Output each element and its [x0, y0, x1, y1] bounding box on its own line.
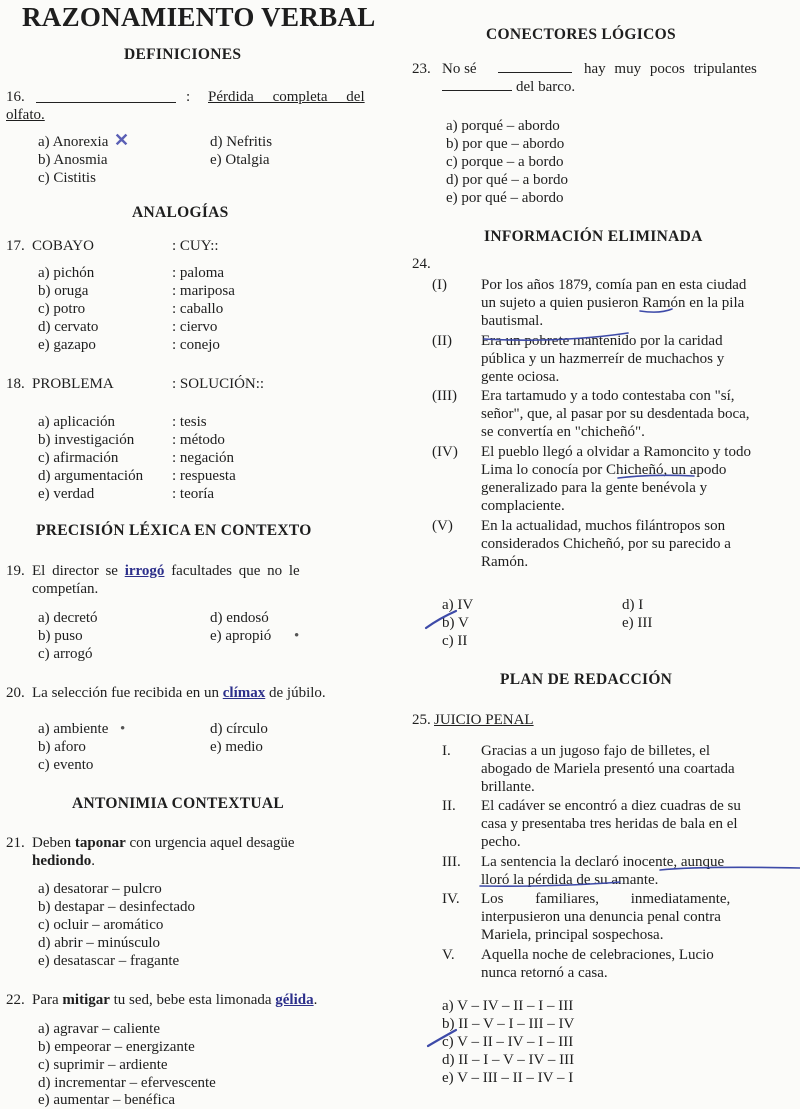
- option-d: d) incrementar – efervescente: [38, 1075, 216, 1091]
- cross-mark: ✕: [114, 130, 130, 150]
- option-b: b) II – V – I – III – IV: [442, 1016, 575, 1032]
- question-number: 17.: [6, 238, 25, 254]
- question-number: 23.: [412, 61, 431, 77]
- item-line: complaciente.: [481, 498, 565, 514]
- question-stem: [32, 684, 326, 702]
- stem-pre: La selección fue recibida en un: [32, 685, 223, 701]
- option-c: c) evento: [38, 757, 94, 773]
- item-line: señor", que, al pasar por su desdentada boca,: [481, 406, 750, 422]
- analogy-right: : SOLUCIÓN::: [172, 376, 265, 392]
- key-word-1: taponar: [74, 835, 126, 851]
- section-plan: PLAN DE REDACCIÓN: [500, 671, 673, 688]
- option-a: a) decretó: [38, 610, 98, 626]
- dot-mark: •: [120, 721, 126, 737]
- option-e-right: : conejo: [172, 337, 220, 353]
- item-line: En la actualidad, muchos filántropos son: [481, 518, 726, 534]
- option-d: d) endosó: [210, 610, 269, 626]
- question-stem-a: No sé: [442, 61, 477, 77]
- option-b: b) destapar – desinfectado: [38, 899, 196, 915]
- option-d: d) por qué – a bordo: [446, 172, 569, 188]
- answer-blank-2: [442, 90, 512, 91]
- question-number: 22.: [6, 992, 25, 1008]
- option-a: a) Anorexia: [38, 134, 109, 150]
- key-word-2: hediondo: [32, 853, 92, 869]
- item-roman: (III): [432, 388, 457, 404]
- stem-end: .: [313, 992, 318, 1008]
- option-c-right: : caballo: [172, 301, 224, 317]
- key-word-2: gélida: [275, 992, 314, 1008]
- question-stem-cont: olfato.: [6, 107, 45, 123]
- item-line: El pueblo llegó a olvidar a Ramoncito y todo: [481, 444, 751, 460]
- item-line: Era un pobrete mantenido por la caridad: [481, 333, 723, 349]
- question-number: 21.: [6, 835, 25, 851]
- option-c-left: c) potro: [38, 301, 86, 317]
- item-line: Los familiares, inmediatamente,: [481, 891, 731, 907]
- analogy-left: COBAYO: [32, 238, 94, 254]
- item-line: Mariela, principal sospechosa.: [481, 927, 664, 943]
- page-title: RAZONAMIENTO VERBAL: [22, 2, 376, 32]
- option-c: c) V – II – IV – I – III: [442, 1034, 574, 1050]
- option-d-left: d) argumentación: [38, 468, 144, 484]
- stem-pre: Deben: [32, 835, 75, 851]
- item-line: se convertía en "chicheñó".: [481, 424, 645, 440]
- dot-mark: •: [294, 628, 300, 644]
- option-c: c) II: [442, 633, 468, 649]
- item-roman: II.: [442, 798, 456, 814]
- item-line: nunca retornó a casa.: [481, 965, 608, 981]
- option-a-left: a) aplicación: [38, 414, 116, 430]
- stem-mid: tu sed, bebe esta limonada: [109, 992, 276, 1008]
- option-d: d) Nefritis: [210, 134, 273, 150]
- option-a-right: : paloma: [172, 265, 225, 281]
- option-c: c) suprimir – ardiente: [38, 1057, 168, 1073]
- item-line: La sentencia la declaró inocente, aunque: [481, 854, 725, 870]
- item-line: considerados Chicheñó, por su parecido a: [481, 536, 731, 552]
- option-d: d) círculo: [210, 721, 268, 737]
- item-line: gente ociosa.: [481, 369, 560, 385]
- colon: :: [186, 89, 191, 105]
- option-e: e) aumentar – benéfica: [38, 1092, 175, 1108]
- analogy-right: : CUY::: [172, 238, 219, 254]
- section-antonimia: ANTONIMIA CONTEXTUAL: [72, 795, 284, 812]
- option-a: a) porqué – abordo: [446, 118, 560, 134]
- question-number: 20.: [6, 685, 25, 701]
- question-number: 19.: [6, 563, 25, 579]
- item-line: Aquella noche de celebraciones, Lucio: [481, 947, 714, 963]
- item-line: Lima lo conocía por Chicheñó, un apodo: [481, 462, 727, 478]
- question-stem: [32, 991, 317, 1009]
- option-e: e) medio: [210, 739, 263, 755]
- question-number: 24.: [412, 256, 431, 272]
- option-e: e) Otalgia: [210, 152, 270, 168]
- item-line: generalizado para la gente benévola y: [481, 480, 708, 496]
- option-b: b) V: [442, 615, 469, 631]
- item-roman: I.: [442, 743, 451, 759]
- option-b-right: : mariposa: [172, 283, 235, 299]
- option-c: c) ocluir – aromático: [38, 917, 164, 933]
- option-b: b) puso: [38, 628, 83, 644]
- option-a: a) IV: [442, 597, 474, 613]
- option-a: a) agravar – caliente: [38, 1021, 160, 1037]
- plan-title: JUICIO PENAL: [434, 712, 534, 728]
- option-a: a) desatorar – pulcro: [38, 881, 162, 897]
- option-e: e) desatascar – fragante: [38, 953, 180, 969]
- option-d: d) II – I – V – IV – III: [442, 1052, 575, 1068]
- section-definiciones: DEFINICIONES: [124, 46, 242, 63]
- option-b-left: b) investigación: [38, 432, 135, 448]
- option-e: e) apropió: [210, 628, 272, 644]
- option-b: b) empeorar – energizante: [38, 1039, 195, 1055]
- answer-blank: [36, 102, 176, 103]
- option-e: e) V – III – II – IV – I: [442, 1070, 574, 1086]
- item-line: casa y presentaba tres heridas de bala en el: [481, 816, 738, 832]
- item-line: bautismal.: [481, 313, 544, 329]
- item-line: lloró la pérdida de su amante.: [481, 872, 659, 888]
- item-roman: III.: [442, 854, 461, 870]
- question-number: 25.: [412, 712, 431, 728]
- item-line: pecho.: [481, 834, 521, 850]
- item-roman: (V): [432, 518, 453, 534]
- option-c-right: : negación: [172, 450, 235, 466]
- key-word-1: mitigar: [62, 992, 110, 1008]
- option-b: b) por que – abordo: [446, 136, 565, 152]
- question-stem-cont: competían.: [32, 581, 99, 597]
- option-c: c) Cistitis: [38, 170, 96, 186]
- stem-post: de júbilo.: [265, 685, 326, 701]
- item-line: brillante.: [481, 779, 535, 795]
- option-a: a) V – IV – II – I – III: [442, 998, 574, 1014]
- option-e: e) III: [622, 615, 653, 631]
- question-number: 16.: [6, 89, 25, 105]
- option-e-left: e) gazapo: [38, 337, 96, 353]
- item-line: abogado de Mariela presentó una coartada: [481, 761, 735, 777]
- item-roman: IV.: [442, 891, 460, 907]
- option-c: c) arrogó: [38, 646, 93, 662]
- stem-end: .: [91, 853, 95, 869]
- item-line: Era tartamudo y a todo contestaba con "sí,: [481, 388, 735, 404]
- option-c: c) porque – a bordo: [446, 154, 564, 170]
- question-stem: [32, 562, 300, 580]
- item-roman: (IV): [432, 444, 458, 460]
- item-roman: V.: [442, 947, 455, 963]
- answer-blank-1: [498, 72, 572, 73]
- question-stem: [32, 834, 295, 852]
- option-d-right: : respuesta: [172, 468, 236, 484]
- stem-post: facultades que no le: [164, 563, 300, 579]
- question-stem: Pérdida completa del: [208, 89, 365, 105]
- option-e: e) por qué – abordo: [446, 190, 564, 206]
- section-conectores: CONECTORES LÓGICOS: [486, 26, 676, 43]
- option-d: d) abrir – minúsculo: [38, 935, 161, 951]
- question-number: 18.: [6, 376, 25, 392]
- question-stem-cont: [32, 852, 95, 870]
- item-line: El cadáver se encontró a diez cuadras de su: [481, 798, 741, 814]
- question-stem-b: hay muy pocos tripulantes: [584, 61, 757, 77]
- key-word: irrogó: [124, 563, 165, 579]
- option-b-right: : método: [172, 432, 225, 448]
- option-b: b) aforo: [38, 739, 86, 755]
- option-c-left: c) afirmación: [38, 450, 119, 466]
- question-stem-cont: del barco.: [516, 79, 576, 95]
- item-line: interpusieron una denuncia penal contra: [481, 909, 721, 925]
- section-precision: PRECISIÓN LÉXICA EN CONTEXTO: [36, 522, 312, 539]
- item-line: Gracias a un jugoso fajo de billetes, el: [481, 743, 711, 759]
- item-roman: (I): [432, 277, 447, 293]
- option-d: d) I: [622, 597, 644, 613]
- option-b: b) Anosmia: [38, 152, 108, 168]
- option-a-left: a) pichón: [38, 265, 95, 281]
- stem-pre: El director se: [32, 563, 125, 579]
- analogy-left: PROBLEMA: [32, 376, 114, 392]
- key-word: clímax: [222, 685, 266, 701]
- option-d-left: d) cervato: [38, 319, 99, 335]
- item-line: Por los años 1879, comía pan en esta ciudad: [481, 277, 747, 293]
- item-line: un sujeto a quien pusieron Ramón en la pila: [481, 295, 745, 311]
- option-e-left: e) verdad: [38, 486, 95, 502]
- stem-pre: Para: [32, 992, 63, 1008]
- stem-mid: con urgencia aquel desagüe: [125, 835, 295, 851]
- option-b-left: b) oruga: [38, 283, 89, 299]
- section-analogias: ANALOGÍAS: [132, 204, 229, 221]
- option-d-right: : ciervo: [172, 319, 218, 335]
- item-line: Ramón.: [481, 554, 529, 570]
- option-a-right: : tesis: [172, 414, 207, 430]
- item-roman: (II): [432, 333, 452, 349]
- option-e-right: : teoría: [172, 486, 215, 502]
- item-line: pública y un hazmerreír de muchachos y: [481, 351, 725, 367]
- option-a: a) ambiente: [38, 721, 109, 737]
- section-informacion: INFORMACIÓN ELIMINADA: [484, 228, 703, 245]
